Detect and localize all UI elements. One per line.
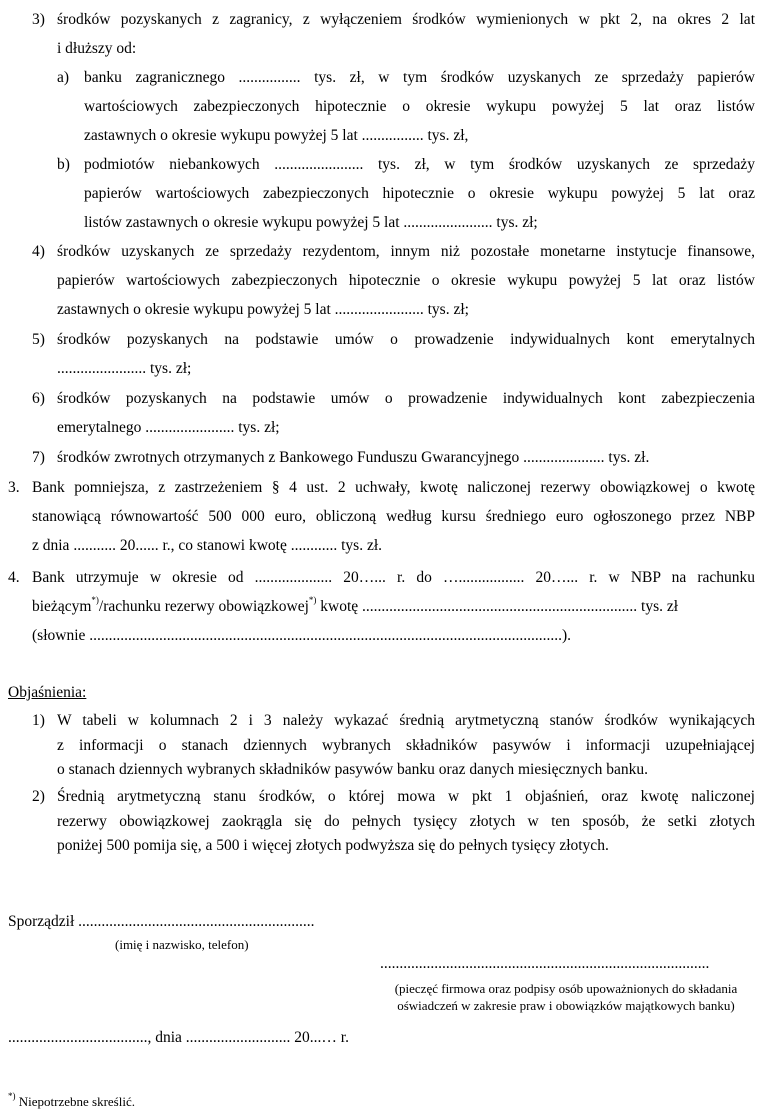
footnote: *) Niepotrzebne skreślić. xyxy=(8,1090,135,1109)
subitem-number: a) xyxy=(57,69,70,86)
place-date-line: ...................................., dnia ........................... 20...… r. xyxy=(8,1029,349,1046)
explanation-2-text: Średnią arytmetyczną stanu środków, o której mowa w pkt 1 objaśnień, oraz kwotę naliczonej rezerwy obowiązkowej zaokrągla się do pełnych tysięcy złotych w ten sposób, że setki złotych poniżej 500 pomija się, a 500 i więcej złotych podwyższa się do pełnych tysięcy złotych. xyxy=(57,788,755,854)
prepared-by-line: Sporządził ............................................................. xyxy=(8,913,315,930)
item-number: 5) xyxy=(32,331,45,348)
stamp-signature-line: ..................................................................................... xyxy=(380,955,710,972)
subitem-a-text: banku zagranicznego ................ tys. zł, w tym środków uzyskanych ze sprzedaży papierów wartościowych zabezpieczonych hipotecznie o okresie wykupu powyżej 5 lat oraz listów zastawnych o okresie wykupu powyżej 5 lat ................ tys. zł, xyxy=(84,69,755,144)
footnote-mark: *) xyxy=(8,1090,16,1101)
item-3-text: środków pozyskanych z zagranicy, z wyłączeniem środków wymienionych w pkt 2, na okres 2 lat i dłuższy od: xyxy=(57,11,755,57)
item-7-text: środków zwrotnych otrzymanych z Bankowego Funduszu Gwarancyjnego ..................... tys. zł. xyxy=(57,449,650,466)
stamp-signature-caption: (pieczęć firmowa oraz podpisy osób upoważnionych do składania oświadczeń w zakresie praw i obowiązków majątkowych banku) xyxy=(394,981,738,1013)
item-number: 4) xyxy=(32,243,45,260)
footnote-reference: *) xyxy=(91,594,99,605)
explanation-number: 2) xyxy=(32,788,45,805)
item-number: 6) xyxy=(32,390,45,407)
explanation-1-text: W tabeli w kolumnach 2 i 3 należy wykazać średnią arytmetyczną stanów środków wynikających z informacji o stanach dziennych wybranych składników pasywów i informacji uzupełniającej o stanach dziennych wybranych składników pasywów banku oraz danych miesięcznych banku. xyxy=(57,712,755,778)
subitem-number: b) xyxy=(57,156,70,173)
section-4-text: Bank utrzymuje w okresie od .................... 20…... r. do …................. 20…... r. w NBP na rachunku bieżącym*)/rachunku rezerwy obowiązkowej*) kwotę ....................................................................... tys. zł (słownie ..........................................................................................................................). xyxy=(32,569,755,644)
item-4-text: środków uzyskanych ze sprzedaży rezydentom, innym niż pozostałe monetarne instytucje finansowe, papierów wartościowych zabezpieczonych hipotecznie o okresie wykupu powyżej 5 lat oraz listów zastawnych o okresie wykupu powyżej 5 lat ....................... tys. zł; xyxy=(57,243,755,318)
item-number: 7) xyxy=(32,449,45,466)
item-6-text: środków pozyskanych na podstawie umów o prowadzenie indywidualnych kont zabezpieczenia emerytalnego ....................... tys. zł; xyxy=(57,390,755,436)
section-number: 4. xyxy=(8,569,20,586)
section-3-text: Bank pomniejsza, z zastrzeżeniem § 4 ust. 2 uchwały, kwotę naliczonej rezerwy obowiązkowej o kwotę stanowiącą równowartość 500 000 euro, obliczoną według kursu średniego euro ogłoszonego przez NBP z dnia ........... 20...... r., co stanowi kwotę ............ tys. zł. xyxy=(32,479,755,554)
item-number: 3) xyxy=(32,11,45,28)
prepared-by-caption: (imię i nazwisko, telefon) xyxy=(115,937,249,952)
footnote-reference: *) xyxy=(308,594,317,605)
explanations-heading: Objaśnienia: xyxy=(8,684,87,701)
item-5-text: środków pozyskanych na podstawie umów o prowadzenie indywidualnych kont emerytalnych ....................... tys. zł; xyxy=(57,331,755,377)
subitem-b-text: podmiotów niebankowych ....................... tys. zł, w tym środków uzyskanych ze sprzedaży papierów wartościowych zabezpieczonych hipotecznie o okresie wykupu powyżej 5 lat oraz listów zastawnych o okresie wykupu powyżej 5 lat ....................... tys. zł; xyxy=(84,156,755,231)
section-number: 3. xyxy=(8,479,20,496)
explanation-number: 1) xyxy=(32,712,45,729)
